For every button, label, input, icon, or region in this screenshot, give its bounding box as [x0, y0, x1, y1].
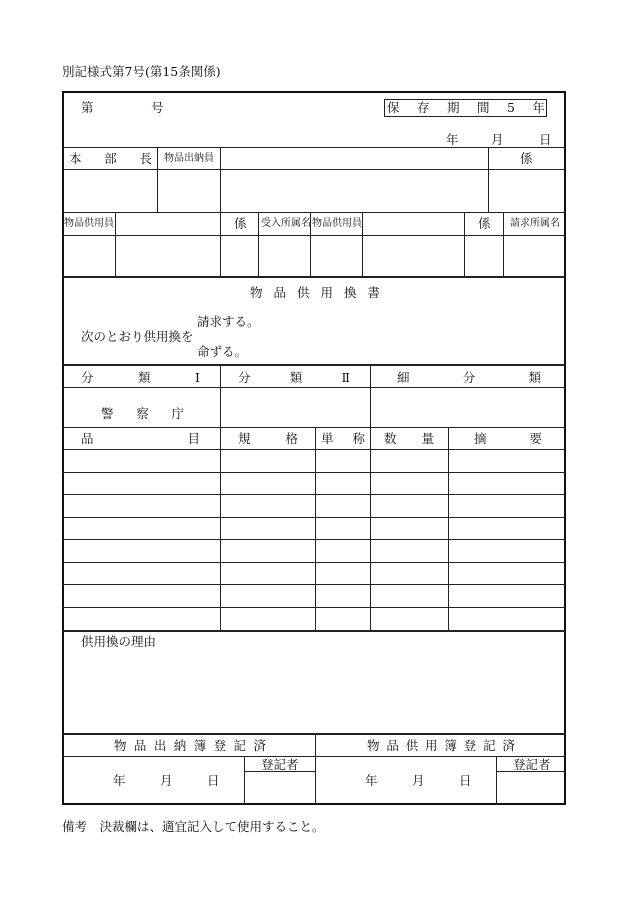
- rule: [63, 169, 566, 170]
- director-label: 本 部 長: [69, 151, 152, 166]
- table-row: [63, 517, 566, 518]
- number-prefix: 第: [81, 100, 94, 115]
- section-label-3: 係: [478, 216, 491, 231]
- supply-officer-label: 物品供用員: [64, 218, 114, 229]
- registry-date-year-right: 年: [365, 773, 378, 788]
- table-row: [63, 472, 566, 473]
- rule: [63, 756, 566, 757]
- section-label: 係: [520, 151, 533, 166]
- table-row: [63, 449, 566, 450]
- reason-label: 供用換の理由: [81, 634, 157, 649]
- custodian-label: 物品出納員: [164, 153, 214, 164]
- rule: [63, 276, 566, 278]
- rule: [244, 757, 245, 805]
- col-header-spec: 規 格: [238, 431, 298, 446]
- rule: [63, 630, 566, 632]
- section-label-2: 係: [234, 216, 247, 231]
- rule: [258, 213, 259, 276]
- date-month: 月: [491, 132, 504, 147]
- registry-date-month-right: 月: [412, 773, 425, 788]
- rule: [220, 365, 221, 427]
- col-header-unit: 単 称: [321, 431, 365, 446]
- rule: [315, 428, 316, 630]
- receiving-dept-label: 受入所属名: [261, 218, 311, 229]
- rule: [315, 734, 316, 805]
- rule: [63, 212, 566, 213]
- form-caption: 別記様式第7号(第15条関係): [62, 64, 221, 79]
- document-title: 物 品 供 用 換 書: [250, 285, 380, 300]
- rule: [448, 428, 449, 630]
- retention-period: 保 存 期 間 5 年: [387, 100, 545, 115]
- registry-date-day-left: 日: [207, 773, 220, 788]
- date-year: 年: [446, 132, 459, 147]
- rule: [157, 148, 158, 212]
- detail-class-header: 細 分 類: [397, 370, 541, 385]
- registrar-label-right: 登記者: [513, 757, 551, 772]
- rule: [220, 213, 221, 276]
- rule: [370, 428, 371, 630]
- rule: [115, 213, 116, 276]
- custodian-registry-title: 物 品 出 納 簿 登 記 済: [114, 738, 266, 753]
- option-order: 命ずる。: [197, 344, 248, 359]
- table-row: [63, 539, 566, 540]
- table-row: [63, 584, 566, 585]
- rule: [63, 364, 566, 366]
- col-header-item: 品 目: [81, 431, 200, 446]
- registrar-label-left: 登記者: [261, 757, 299, 772]
- col-header-quantity: 数 量: [384, 431, 434, 446]
- rule: [63, 387, 566, 388]
- footnote: 備考 決裁欄は、適宜記入して使用すること。: [62, 819, 325, 834]
- rule: [496, 757, 497, 805]
- date-day: 日: [539, 132, 552, 147]
- option-request: 請求する。: [197, 314, 260, 329]
- table-row: [63, 562, 566, 563]
- rule: [370, 365, 371, 427]
- rule: [63, 147, 566, 148]
- registry-date-month-left: 月: [160, 773, 173, 788]
- rule: [362, 213, 363, 276]
- rule: [488, 148, 489, 212]
- table-row: [63, 607, 566, 608]
- requesting-dept-label: 請求所属名: [510, 218, 560, 229]
- rule: [464, 213, 465, 276]
- rule: [310, 213, 311, 276]
- supply-officer-label-2: 物品供用員: [312, 218, 362, 229]
- class2-header: 分 類 Ⅱ: [238, 370, 350, 385]
- registry-date-day-right: 日: [459, 773, 472, 788]
- rule: [220, 148, 221, 212]
- table-row: [63, 494, 566, 495]
- document-lead: 次のとおり供用換を: [81, 329, 194, 344]
- supply-registry-title: 物 品 供 用 簿 登 記 済: [367, 738, 515, 753]
- rule: [220, 428, 221, 630]
- rule: [63, 235, 566, 236]
- class1-header: 分 類 Ⅰ: [81, 370, 200, 385]
- col-header-remarks: 摘 要: [474, 431, 542, 446]
- form-frame: [62, 91, 566, 805]
- class1-value: 警 察 庁: [101, 406, 184, 421]
- rule: [503, 213, 504, 276]
- registry-date-year-left: 年: [113, 773, 126, 788]
- number-suffix: 号: [151, 100, 164, 115]
